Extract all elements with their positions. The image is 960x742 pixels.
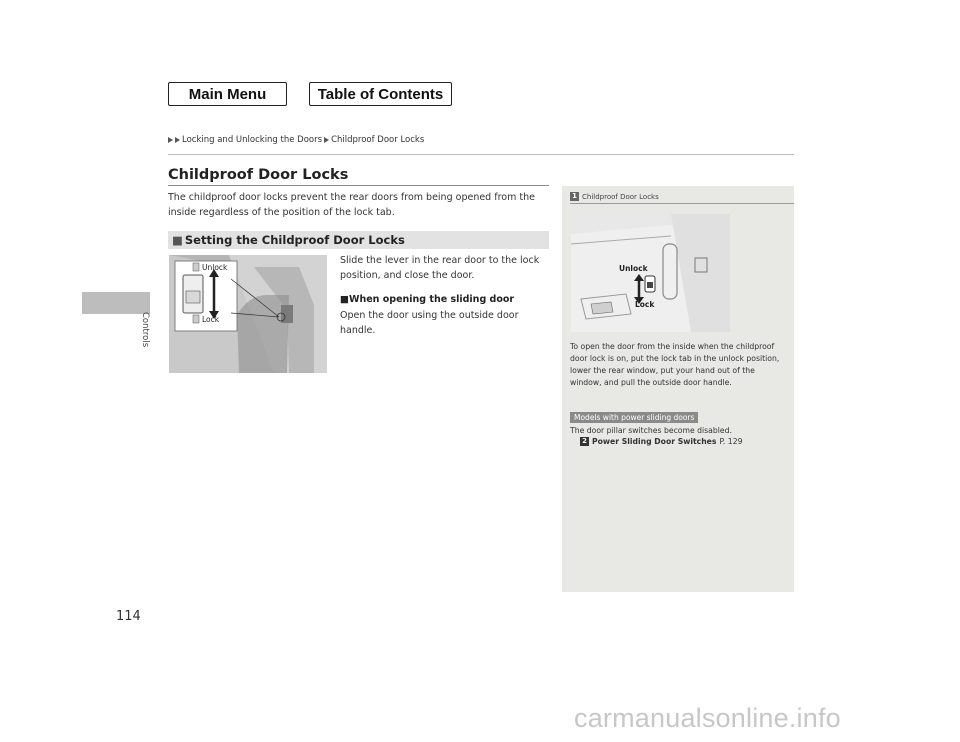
breadcrumb-arrow-icon [168,137,173,143]
model-badge: Models with power sliding doors [570,412,698,423]
square-bullet-icon: ■ [340,294,349,305]
step-paragraph-2: Open the door using the outside door handle. [340,310,519,336]
sidebar-heading: 1 Childproof Door Locks [570,192,659,201]
breadcrumb-arrow-icon [175,137,180,143]
unlock-label: Unlock [202,263,228,272]
door-interior-drawing [571,214,730,332]
step-paragraph-1: Slide the lever in the rear door to the lock position, and close the door. [340,255,540,281]
square-bullet-icon: ■ [172,233,183,247]
intro-paragraph: The childproof door locks prevent the rear doors from being opened from the inside regardless of the position of the lock tab. [168,192,535,218]
sidebar-illustration [571,214,730,332]
header-divider [168,154,794,155]
table-of-contents-button[interactable]: Table of Contents [309,82,452,106]
page-number: 114 [116,609,141,624]
page-title: Childproof Door Locks [168,167,349,183]
sidebar-note-text-2: The door pillar switches become disabled. [570,426,732,435]
reference-page[interactable]: P. 129 [719,437,743,446]
title-divider [168,185,549,186]
chapter-label: Controls [140,312,150,348]
sidebar-unlock-label: Unlock [619,264,648,273]
main-menu-button[interactable]: Main Menu [168,82,287,106]
sidebar-divider [570,203,794,204]
note-number-icon: 1 [570,192,579,201]
sidebar-note-text: To open the door from the inside when the childproof door lock is on, put the lock tab in the unlock position, lower the rear window, put your hand out of the window, and pull the outside door handle. [570,342,780,387]
watermark: carmanualsonline.info [574,703,841,733]
door-lock-illustration [169,255,327,373]
cross-reference-link[interactable] [580,437,742,446]
breadcrumb-link-locking[interactable]: Locking and Unlocking the Doors [182,135,323,145]
sidebar-lock-label: Lock [635,300,655,309]
breadcrumb-current: Childproof Door Locks [331,135,425,145]
breadcrumb [168,135,424,145]
chapter-tab [82,292,150,314]
reference-title[interactable]: Power Sliding Door Switches [592,437,717,446]
breadcrumb-arrow-icon [324,137,329,143]
subheading: ■When opening the sliding door [340,294,515,305]
door-lock-drawing [169,255,327,373]
reference-arrow-icon: 2 [580,437,589,446]
lock-label: Lock [202,315,220,324]
section-title: ■ Setting the Childproof Door Locks [172,233,405,247]
